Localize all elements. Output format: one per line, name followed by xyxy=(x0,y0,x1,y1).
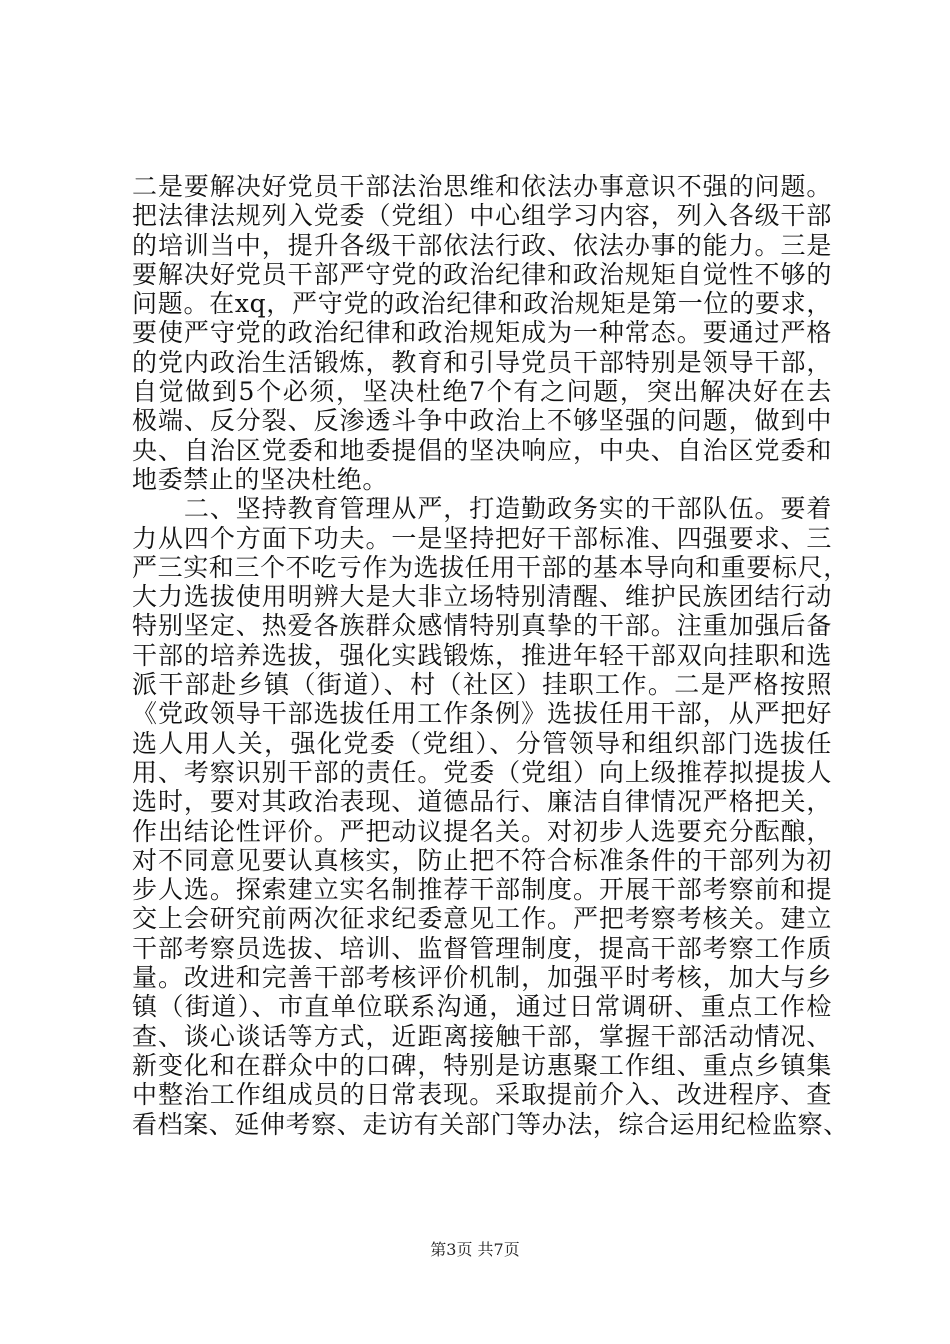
text-line: 镇（街道）、市直单位联系沟通，通过日常调研、重点工作检 xyxy=(132,992,832,1022)
text-line: 特别坚定、热爱各族群众感情特别真挚的干部。注重加强后备 xyxy=(132,611,832,641)
text-line: 问题。在xq，严守党的政治纪律和政治规矩是第一位的要求， xyxy=(132,289,832,319)
text-line: 《党政领导干部选拔任用工作条例》选拔任用干部，从严把好 xyxy=(132,699,832,729)
page-number-footer: 第3页 共7页 xyxy=(430,1240,520,1259)
text-line: 步人选。探索建立实名制推荐干部制度。开展干部考察前和提 xyxy=(132,875,832,905)
text-line: 自觉做到5个必须，坚决杜绝7个有之问题，突出解决好在去 xyxy=(132,377,832,407)
text-line: 大力选拔使用明辨大是大非立场特别清醒、维护民族团结行动 xyxy=(132,582,832,612)
text-line: 极端、反分裂、反渗透斗争中政治上不够坚强的问题，做到中 xyxy=(132,406,832,436)
text-line: 力从四个方面下功夫。一是坚持把好干部标准、四强要求、三 xyxy=(132,523,832,553)
text-line: 选时，要对其政治表现、道德品行、廉洁自律情况严格把关， xyxy=(132,787,832,817)
text-line: 干部考察员选拔、培训、监督管理制度，提高干部考察工作质 xyxy=(132,933,832,963)
text-line: 严三实和三个不吃亏作为选拔任用干部的基本导向和重要标尺， xyxy=(132,552,849,582)
text-line: 用、考察识别干部的责任。党委（党组）向上级推荐拟提拔人 xyxy=(132,757,832,787)
text-line: 查、谈心谈话等方式，近距离接触干部，掌握干部活动情况、 xyxy=(132,1021,832,1051)
text-line: 新变化和在群众中的口碑，特别是访惠聚工作组、重点乡镇集 xyxy=(132,1050,832,1080)
text-line: 选人用人关，强化党委（党组）、分管领导和组织部门选拔任 xyxy=(132,728,832,758)
text-line: 地委禁止的坚决杜绝。 xyxy=(132,464,389,494)
text-line: 二、坚持教育管理从严，打造勤政务实的干部队伍。要着 xyxy=(132,494,832,524)
text-line: 量。改进和完善干部考核评价机制，加强平时考核，加大与乡 xyxy=(132,963,832,993)
text-line: 中整治工作组成员的日常表现。采取提前介入、改进程序、查 xyxy=(132,1080,832,1110)
text-line: 央、自治区党委和地委提倡的坚决响应，中央、自治区党委和 xyxy=(132,435,832,465)
text-line: 作出结论性评价。严把动议提名关。对初步人选要充分酝酿， xyxy=(132,816,832,846)
text-line: 二是要解决好党员干部法治思维和依法办事意识不强的问题。 xyxy=(132,172,832,201)
text-line: 要解决好党员干部严守党的政治纪律和政治规矩自觉性不够的 xyxy=(132,259,832,289)
text-line: 交上会研究前两次征求纪委意见工作。严把考察考核关。建立 xyxy=(132,904,832,934)
text-line: 的党内政治生活锻炼，教育和引导党员干部特别是领导干部， xyxy=(132,347,832,377)
text-line: 干部的培养选拔，强化实践锻炼，推进年轻干部双向挂职和选 xyxy=(132,640,832,670)
text-line: 看档案、延伸考察、走访有关部门等办法，综合运用纪检监察、 xyxy=(132,1109,849,1139)
text-line: 把法律法规列入党委（党组）中心组学习内容，列入各级干部 xyxy=(132,201,832,231)
text-line: 要使严守党的政治纪律和政治规矩成为一种常态。要通过严格 xyxy=(132,318,832,348)
text-line: 的培训当中，提升各级干部依法行政、依法办事的能力。三是 xyxy=(132,230,832,260)
text-line: 派干部赴乡镇（街道）、村（社区）挂职工作。二是严格按照 xyxy=(132,670,832,700)
body-text xyxy=(132,172,849,1139)
text-line: 对不同意见要认真核实，防止把不符合标准条件的干部列为初 xyxy=(132,845,832,875)
